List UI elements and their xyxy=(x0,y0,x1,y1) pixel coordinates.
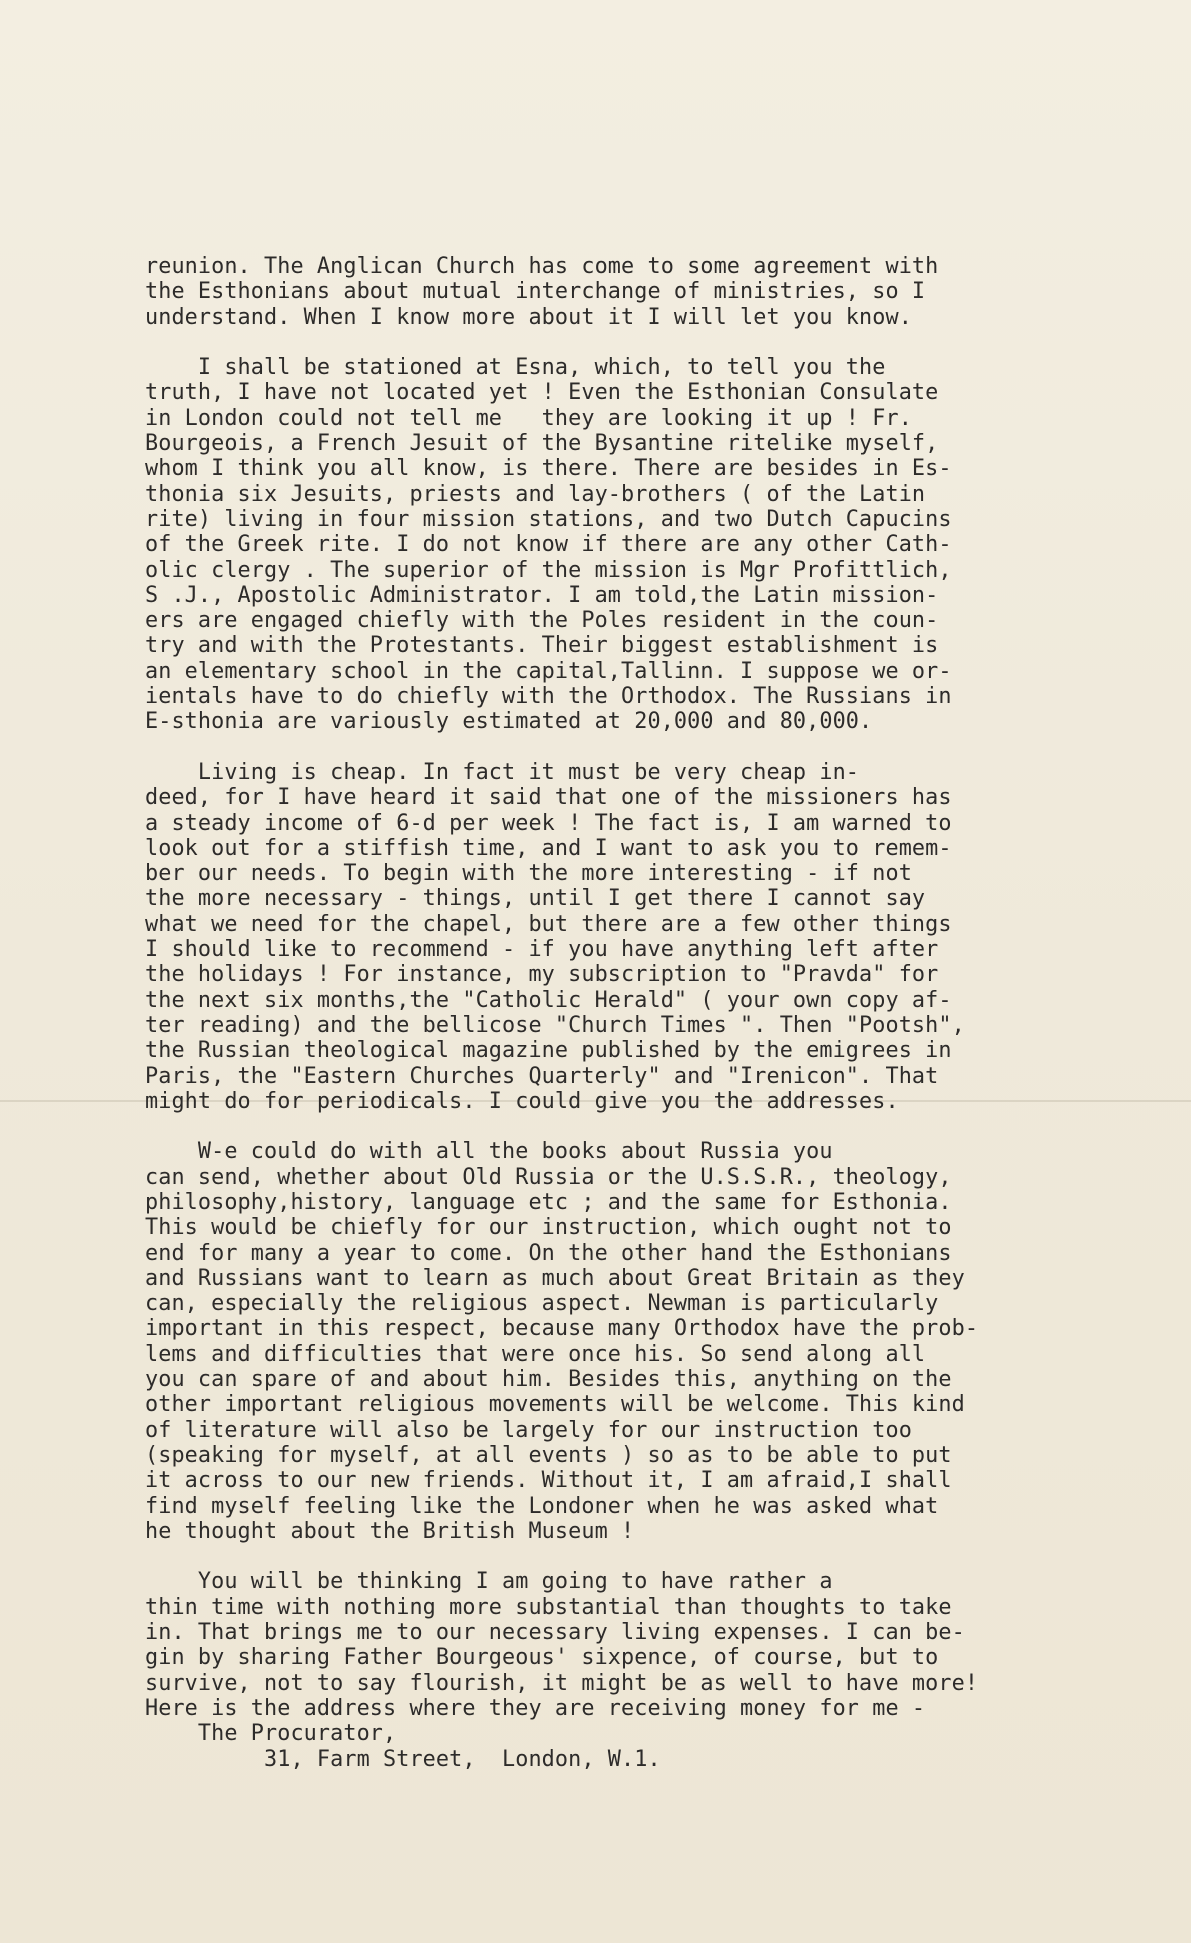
text-line: The Procurator, xyxy=(145,1721,397,1747)
text-line: find myself feeling like the Londoner when he was asked what xyxy=(145,1493,939,1519)
text-line: in London could not tell me they are looking it up ! Fr. xyxy=(145,405,912,431)
text-line: rite) living in four mission stations, and two Dutch Capucins xyxy=(145,506,952,532)
text-line: ientals have to do chiefly with the Orthodox. The Russians in xyxy=(145,684,952,710)
text-line: E-sthonia are variously estimated at 20,000 and 80,000. xyxy=(145,709,873,735)
text-line: lems and difficulties that were once his. So send along all xyxy=(145,1341,926,1367)
text-line: he thought about the British Museum ! xyxy=(145,1518,635,1544)
text-line: ber our needs. To begin with the more interesting - if not xyxy=(145,861,912,887)
text-line: other important religious movements will be welcome. This kind xyxy=(145,1392,965,1418)
text-line: end for many a year to come. On the other hand the Esthonians xyxy=(145,1240,952,1266)
text-line: might do for periodicals. I could give you the addresses. xyxy=(145,1088,899,1114)
text-line: Living is cheap. In fact it must be very cheap in- xyxy=(145,759,860,785)
text-line: the Esthonians about mutual interchange of ministries, so I xyxy=(145,279,926,305)
text-line: of literature will also be largely for our instruction too xyxy=(145,1417,912,1443)
text-line: philosophy,history, language etc ; and the same for Esthonia. xyxy=(145,1189,952,1215)
text-line: thin time with nothing more substantial than thoughts to take xyxy=(145,1594,952,1620)
text-line: you can spare of and about him. Besides this, anything on the xyxy=(145,1367,952,1393)
text-line: understand. When I know more about it I will let you know. xyxy=(145,304,912,330)
letter-paragraph xyxy=(145,1139,1095,1544)
letter-paragraph xyxy=(145,254,1095,330)
text-line: truth, I have not located yet ! Even the Esthonian Consulate xyxy=(145,380,939,406)
text-line: in. That brings me to our necessary living expenses. I can be- xyxy=(145,1620,965,1646)
text-line: of the Greek rite. I do not know if there are any other Cath- xyxy=(145,532,952,558)
letter-body xyxy=(145,254,1095,1772)
text-line: Bourgeois, a French Jesuit of the Bysantine ritelike myself, xyxy=(145,431,939,457)
text-line: I shall be stationed at Esna, which, to tell you the xyxy=(145,355,886,381)
text-line: can, especially the religious aspect. Newman is particularly xyxy=(145,1291,939,1317)
text-line: what we need for the chapel, but there are a few other things xyxy=(145,911,952,937)
text-line: whom I think you all know, is there. There are besides in Es- xyxy=(145,456,952,482)
text-line: ers are engaged chiefly with the Poles resident in the coun- xyxy=(145,608,939,634)
letter-paragraph xyxy=(145,1569,1095,1771)
text-line: deed, for I have heard it said that one of the missioners has xyxy=(145,785,952,811)
text-line: survive, not to say flourish, it might be as well to have more! xyxy=(145,1670,979,1696)
text-line: an elementary school in the capital,Tallinn. I suppose we or- xyxy=(145,658,952,684)
text-line: This would be chiefly for our instruction, which ought not to xyxy=(145,1215,952,1241)
letter-paragraph xyxy=(145,355,1095,734)
text-line: look out for a stiffish time, and I want to ask you to remem- xyxy=(145,835,952,861)
paragraph-gap xyxy=(145,330,1095,355)
text-line: and Russians want to learn as much about Great Britain as they xyxy=(145,1265,965,1291)
letter-paragraph xyxy=(145,760,1095,1114)
text-line: S .J., Apostolic Administrator. I am told,the Latin mission- xyxy=(145,582,939,608)
text-line: (speaking for myself, at all events ) so as to be able to put xyxy=(145,1442,952,1468)
text-line: the holidays ! For instance, my subscription to "Pravda" for xyxy=(145,962,939,988)
text-line: olic clergy . The superior of the mission is Mgr Profittlich, xyxy=(145,557,952,583)
paragraph-gap xyxy=(145,1114,1095,1139)
text-line: ter reading) and the bellicose "Church Times ". Then "Pootsh", xyxy=(145,1012,965,1038)
text-line: Paris, the "Eastern Churches Quarterly" and "Irenicon". That xyxy=(145,1063,939,1089)
text-line: the more necessary - things, until I get there I cannot say xyxy=(145,886,926,912)
text-line: W-e could do with all the books about Russia you xyxy=(145,1139,833,1165)
text-line: can send, whether about Old Russia or the U.S.S.R., theology, xyxy=(145,1164,952,1190)
text-line: Here is the address where they are receiving money for me - xyxy=(145,1695,926,1721)
text-line: a steady income of 6-d per week ! The fact is, I am warned to xyxy=(145,810,952,836)
text-line: important in this respect, because many Orthodox have the prob- xyxy=(145,1316,979,1342)
text-line: the next six months,the "Catholic Herald" ( your own copy af- xyxy=(145,987,952,1013)
text-line: it across to our new friends. Without it, I am afraid,I shall xyxy=(145,1468,952,1494)
text-line: reunion. The Anglican Church has come to some agreement with xyxy=(145,254,939,279)
text-line: You will be thinking I am going to have rather a xyxy=(145,1569,833,1595)
text-line: I should like to recommend - if you have anything left after xyxy=(145,937,939,963)
text-line: 31, Farm Street, London, W.1. xyxy=(145,1746,661,1772)
text-line: thonia six Jesuits, priests and lay-brothers ( of the Latin xyxy=(145,481,926,507)
text-line: try and with the Protestants. Their biggest establishment is xyxy=(145,633,939,659)
paragraph-gap xyxy=(145,735,1095,760)
text-line: the Russian theological magazine published by the emigrees in xyxy=(145,1038,952,1064)
paragraph-gap xyxy=(145,1544,1095,1569)
text-line: gin by sharing Father Bourgeous' sixpence, of course, but to xyxy=(145,1645,939,1671)
